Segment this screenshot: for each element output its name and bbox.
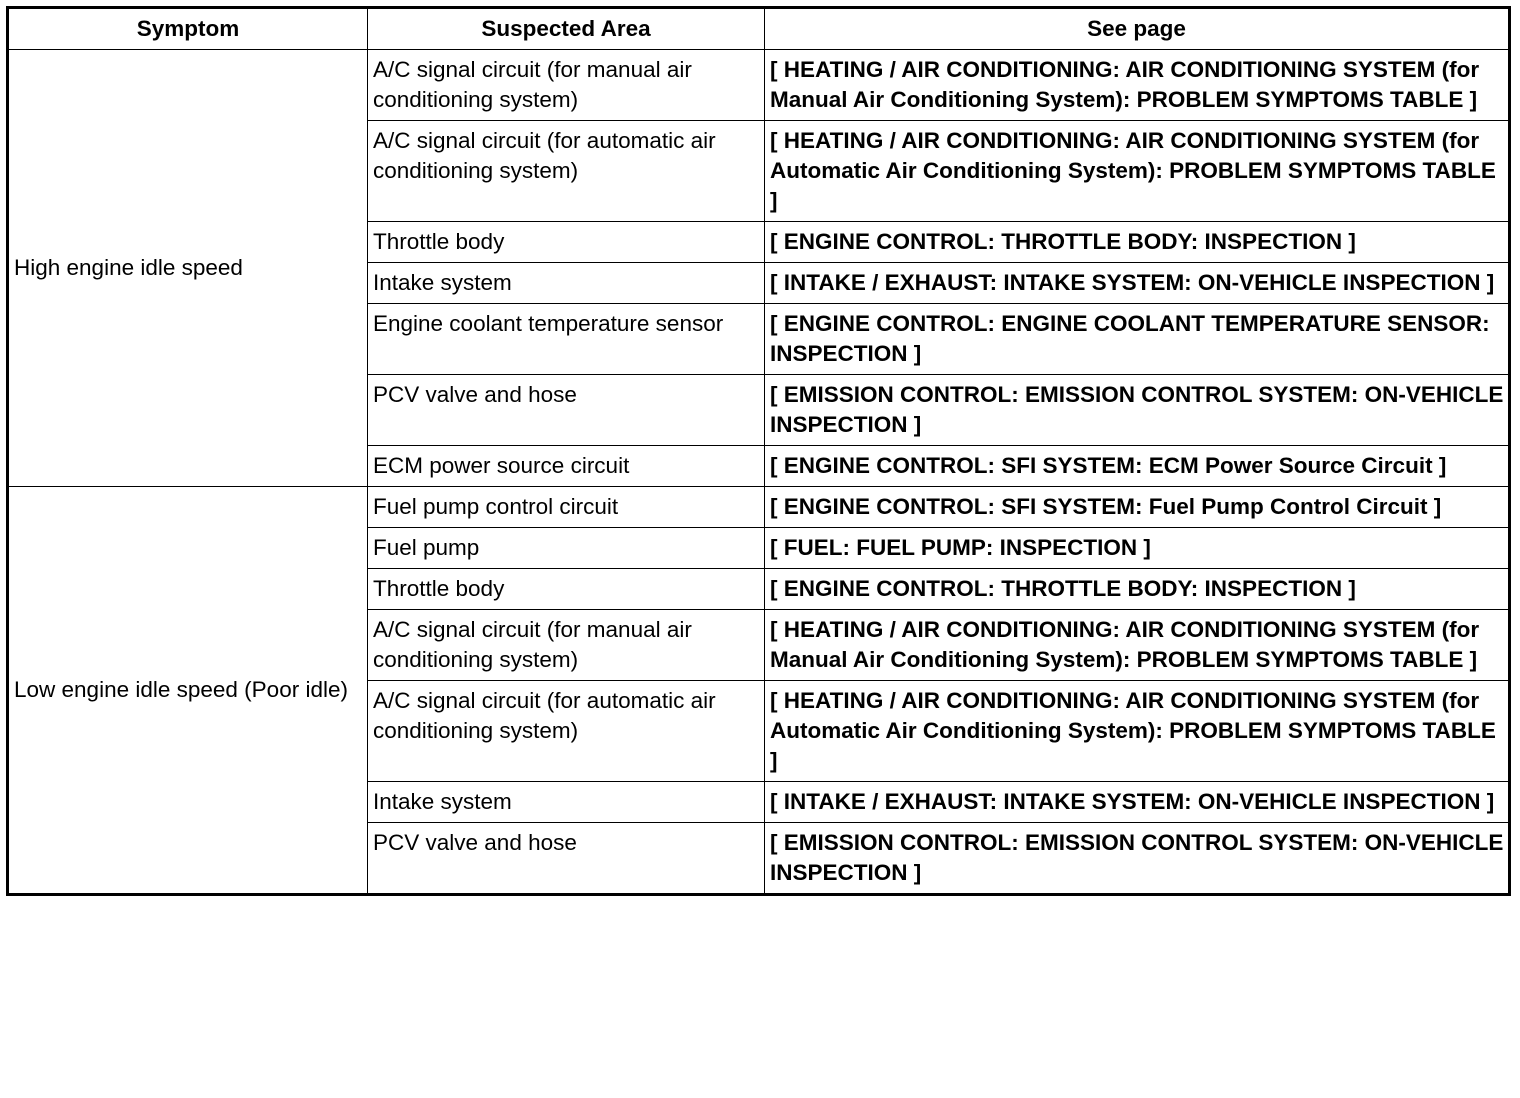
table-header <box>8 8 1510 50</box>
header-row <box>8 8 1510 50</box>
header-suspected-area: Suspected Area <box>368 8 765 50</box>
suspected-area-cell: A/C signal circuit (for automatic air conditioning system) <box>368 681 765 782</box>
see-page-link[interactable]: [ ENGINE CONTROL: SFI SYSTEM: Fuel Pump Control Circuit ] <box>765 487 1510 528</box>
suspected-area-cell: A/C signal circuit (for automatic air conditioning system) <box>368 121 765 222</box>
suspected-area-cell: Intake system <box>368 263 765 304</box>
suspected-area-cell: Fuel pump control circuit <box>368 487 765 528</box>
symptom-cell: Low engine idle speed (Poor idle) <box>8 487 368 895</box>
table-row <box>8 487 1510 528</box>
see-page-link[interactable]: [ ENGINE CONTROL: ENGINE COOLANT TEMPERATURE SENSOR: INSPECTION ] <box>765 304 1510 375</box>
suspected-area-cell: PCV valve and hose <box>368 823 765 895</box>
see-page-link[interactable]: [ ENGINE CONTROL: SFI SYSTEM: ECM Power Source Circuit ] <box>765 446 1510 487</box>
suspected-area-cell: Throttle body <box>368 569 765 610</box>
header-symptom: Symptom <box>8 8 368 50</box>
suspected-area-cell: ECM power source circuit <box>368 446 765 487</box>
problem-symptoms-table <box>6 6 1511 896</box>
see-page-link[interactable]: [ HEATING / AIR CONDITIONING: AIR CONDITIONING SYSTEM (for Automatic Air Conditioning System): PROBLEM SYMPTOMS TABLE ] <box>765 121 1510 222</box>
see-page-link[interactable]: [ INTAKE / EXHAUST: INTAKE SYSTEM: ON-VEHICLE INSPECTION ] <box>765 263 1510 304</box>
see-page-link[interactable]: [ ENGINE CONTROL: THROTTLE BODY: INSPECTION ] <box>765 569 1510 610</box>
symptom-cell: High engine idle speed <box>8 50 368 487</box>
see-page-link[interactable]: [ HEATING / AIR CONDITIONING: AIR CONDITIONING SYSTEM (for Manual Air Conditioning System): PROBLEM SYMPTOMS TABLE ] <box>765 610 1510 681</box>
suspected-area-cell: Intake system <box>368 782 765 823</box>
see-page-link[interactable]: [ EMISSION CONTROL: EMISSION CONTROL SYSTEM: ON-VEHICLE INSPECTION ] <box>765 823 1510 895</box>
see-page-link[interactable]: [ EMISSION CONTROL: EMISSION CONTROL SYSTEM: ON-VEHICLE INSPECTION ] <box>765 375 1510 446</box>
suspected-area-cell: Throttle body <box>368 222 765 263</box>
suspected-area-cell: PCV valve and hose <box>368 375 765 446</box>
table-body <box>8 50 1510 895</box>
table-row <box>8 50 1510 121</box>
suspected-area-cell: Fuel pump <box>368 528 765 569</box>
see-page-link[interactable]: [ HEATING / AIR CONDITIONING: AIR CONDITIONING SYSTEM (for Manual Air Conditioning System): PROBLEM SYMPTOMS TABLE ] <box>765 50 1510 121</box>
see-page-link[interactable]: [ HEATING / AIR CONDITIONING: AIR CONDITIONING SYSTEM (for Automatic Air Conditioning System): PROBLEM SYMPTOMS TABLE ] <box>765 681 1510 782</box>
see-page-link[interactable]: [ ENGINE CONTROL: THROTTLE BODY: INSPECTION ] <box>765 222 1510 263</box>
header-see-page: See page <box>765 8 1510 50</box>
suspected-area-cell: Engine coolant temperature sensor <box>368 304 765 375</box>
see-page-link[interactable]: [ FUEL: FUEL PUMP: INSPECTION ] <box>765 528 1510 569</box>
suspected-area-cell: A/C signal circuit (for manual air conditioning system) <box>368 50 765 121</box>
suspected-area-cell: A/C signal circuit (for manual air conditioning system) <box>368 610 765 681</box>
see-page-link[interactable]: [ INTAKE / EXHAUST: INTAKE SYSTEM: ON-VEHICLE INSPECTION ] <box>765 782 1510 823</box>
